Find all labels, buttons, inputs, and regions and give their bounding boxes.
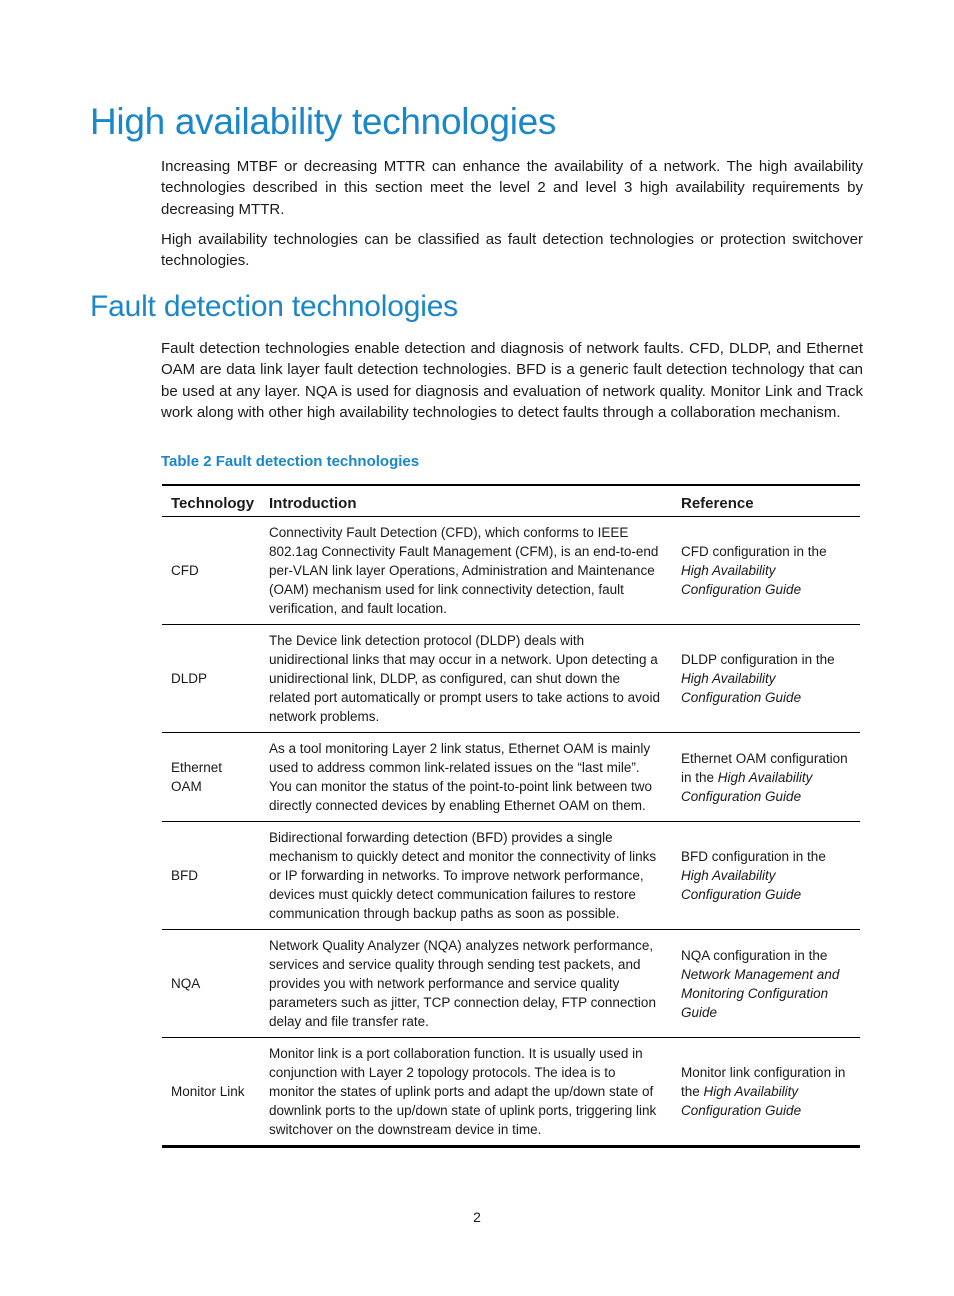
technology-cell: CFD [171, 563, 199, 578]
intro-paragraph-1: Increasing MTBF or decreasing MTTR can enhance the availability of a network. The high availability technologies described in this section meet the level 2 and level 3 high availability requirements by decreasing MTTR. [161, 158, 863, 218]
reference-prefix: BFD configuration in the [681, 849, 826, 864]
technology-cell: NQA [162, 930, 260, 1038]
header-technology: Technology [162, 485, 260, 517]
table-row [162, 822, 860, 930]
intro-paragraph-2: High availability technologies can be classified as fault detection technologies or protection switchover technologies. [161, 231, 863, 270]
reference-prefix: CFD configuration in the [681, 544, 827, 559]
reference-cell [672, 625, 860, 733]
reference-guide: Network Management and Monitoring Configuration Guide [681, 966, 840, 1020]
header-introduction: Introduction [260, 485, 672, 517]
header-reference: Reference [672, 485, 860, 517]
reference-cell [672, 1038, 860, 1147]
introduction-cell: Bidirectional forwarding detection (BFD) provides a single mechanism to quickly detect and monitor the connectivity of links or IP forwarding in networks. To improve network performance, devices must quickly detect communication failures to restore communication through backup paths as soon as possible. [260, 822, 672, 930]
table-row [162, 1038, 860, 1147]
section-paragraph: Fault detection technologies enable detection and diagnosis of network faults. CFD, DLDP, and Ethernet OAM are data link layer fault detection technologies. BFD is a generic fault detection technology that can be used at any layer. NQA is used for diagnosis and evaluation of network quality. Monitor Link and Track work along with other high availability technologies to detect faults through a collaboration mechanism. [161, 340, 863, 421]
table-row [162, 517, 860, 625]
table-header-row [162, 485, 860, 517]
table-row [162, 930, 860, 1038]
page-title: High availability technologies [90, 101, 557, 142]
reference-guide: High Availability Configuration Guide [681, 671, 802, 705]
technology-cell: Ethernet OAM [162, 733, 260, 822]
table-row [162, 625, 860, 733]
fault-detection-table [162, 484, 860, 1148]
reference-cell [672, 733, 860, 822]
table-caption: Table 2 Fault detection technologies [161, 453, 420, 470]
introduction-cell: Network Quality Analyzer (NQA) analyzes network performance, services and service quality through sending test packets, and provides you with network performance and service quality parameters such as jitter, TCP connection delay, FTP connection delay and file transfer rate. [260, 930, 672, 1038]
technology-cell: BFD [162, 822, 260, 930]
technology-cell: DLDP [162, 625, 260, 733]
introduction-cell: As a tool monitoring Layer 2 link status, Ethernet OAM is mainly used to address common link-related issues on the “last mile”. You can monitor the status of the point-to-point link between two directly connected devices by enabling Ethernet OAM on them. [260, 733, 672, 822]
reference-prefix: NQA configuration in the [681, 947, 828, 963]
reference-prefix: Monitor link configuration in the [681, 1065, 846, 1099]
table-row [162, 733, 860, 822]
reference-guide: High Availability Configuration Guide [681, 1084, 802, 1118]
introduction-cell: Connectivity Fault Detection (CFD), which conforms to IEEE 802.1ag Connectivity Fault Management (CFM), is an end-to-end per-VLAN link layer Operations, Administration and Maintenance (OAM) mechanism used for link connectivity detection, fault verification, and fault location. [269, 525, 659, 616]
reference-prefix: DLDP configuration in the [681, 652, 835, 667]
reference-guide: High Availability Configuration Guide [681, 769, 813, 804]
reference-prefix: Ethernet OAM configuration in the [681, 750, 848, 785]
technology-cell: Monitor Link [162, 1038, 260, 1147]
reference-cell [672, 930, 860, 1038]
section-title: Fault detection technologies [90, 290, 458, 323]
reference-guide: High Availability Configuration Guide [681, 563, 802, 597]
introduction-cell: The Device link detection protocol (DLDP) deals with unidirectional links that may occur in a network. Upon detecting a unidirectional link, DLDP, as configured, can shut down the related port automatically or prompt users to take actions to avoid network problems. [260, 625, 672, 733]
reference-cell [672, 822, 860, 930]
page-number: 2 [473, 1209, 481, 1225]
reference-cell [672, 517, 860, 625]
introduction-cell: Monitor link is a port collaboration function. It is usually used in conjunction with Layer 2 topology protocols. The idea is to monitor the states of uplink ports and adapt the up/down state of downlink ports to the up/down state of uplink ports, triggering link switchover on the downstream device in time. [260, 1038, 672, 1147]
reference-guide: High Availability Configuration Guide [681, 868, 802, 902]
